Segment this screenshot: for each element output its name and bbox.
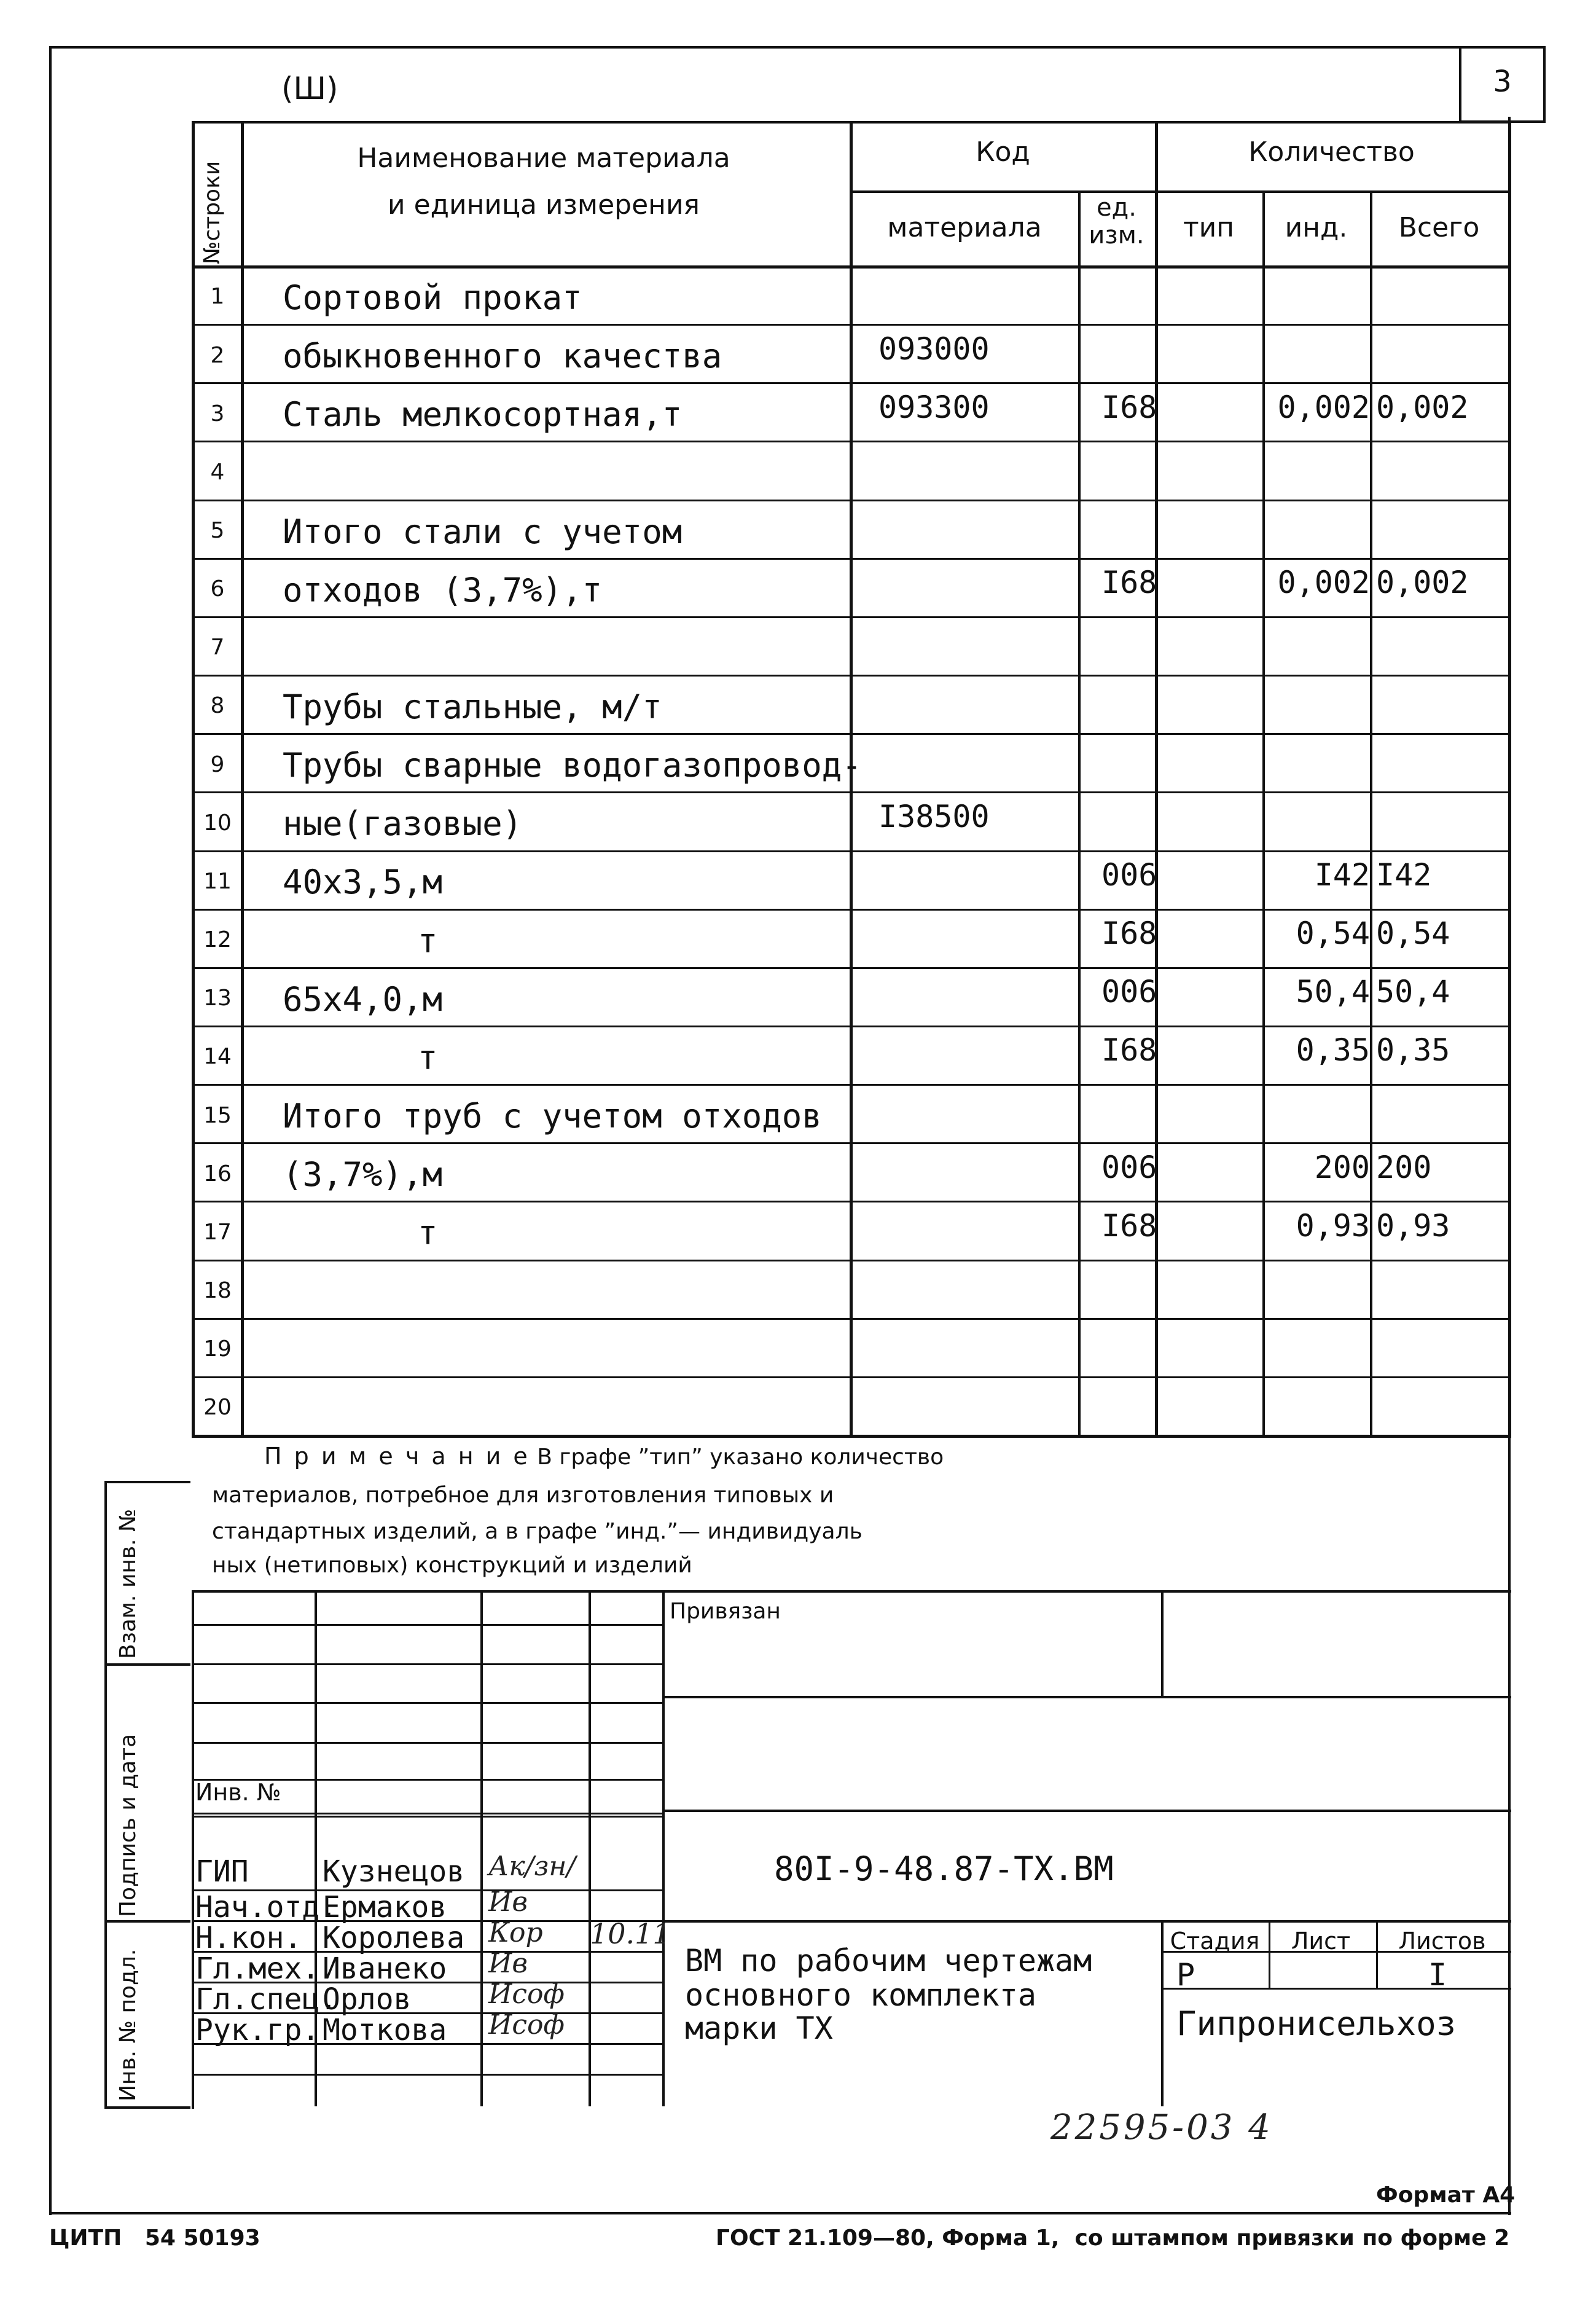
row-number: 16	[203, 1161, 232, 1186]
side-label-vzam: Взам. инв. №	[115, 1508, 141, 1659]
stage-value: Р	[1176, 1957, 1195, 1993]
qty-ind: 0,35	[1296, 1032, 1370, 1069]
signer-name: Кузнецов	[323, 1854, 465, 1889]
stamp-privyazan-right	[1161, 1590, 1164, 1698]
stamp-main-left	[662, 1590, 665, 2106]
stamp-code-bottom	[662, 1920, 1511, 1923]
qty-ind: 50,4	[1296, 974, 1370, 1010]
stamp-stage-value-row	[1161, 1988, 1511, 1990]
signer-name: Моткова	[323, 2013, 447, 2047]
qty-total: 200	[1376, 1149, 1432, 1185]
col-code-unit-header-2: изм.	[1089, 221, 1144, 249]
qty-total: 0,54	[1376, 916, 1450, 952]
row-number: 2	[210, 342, 225, 368]
frame-bottom	[49, 2212, 1511, 2214]
side-label-inv-podl: Инв. № подл.	[115, 1948, 141, 2101]
col-name-header-line2: и единица измерения	[387, 189, 700, 221]
row-separator	[192, 909, 1508, 911]
unit-code: 006	[1101, 974, 1157, 1010]
row-number: 9	[210, 751, 225, 777]
signer-name: Орлов	[323, 1982, 412, 2017]
row-separator	[192, 1142, 1508, 1144]
col-code-header: Код	[976, 136, 1030, 168]
grid-unit-sep	[1078, 190, 1081, 1435]
material-name: Трубы стальные, м/т	[283, 687, 662, 726]
material-name: (3,7%),м	[283, 1155, 443, 1194]
unit-code: I68	[1101, 1207, 1157, 1244]
row-number: 12	[203, 927, 232, 953]
stamp-row	[192, 1813, 662, 1814]
row-separator	[192, 1318, 1508, 1320]
row-number: 5	[210, 518, 225, 544]
row-number: 8	[210, 693, 225, 719]
grid-right	[1508, 121, 1511, 1438]
note-line3: стандартных изделий, а в графе ”инд.”— индивидуаль	[212, 1519, 863, 1544]
unit-code: I68	[1101, 565, 1157, 601]
signature: Ив	[488, 1886, 528, 1918]
unit-code: I68	[1101, 389, 1157, 425]
signer-role: Н.кон.	[195, 1921, 302, 1955]
side-label-podpis: Подпись и дата	[115, 1733, 141, 1917]
material-name: Сталь мелкосортная,т	[283, 395, 683, 434]
row-separator	[192, 1260, 1508, 1261]
inv-no-label: Инв. №	[195, 1779, 281, 1806]
qty-total: 0,93	[1376, 1207, 1450, 1244]
row-separator	[192, 616, 1508, 618]
signer-role: Рук.гр.	[195, 2013, 320, 2047]
material-name: Итого труб с учетом отходов	[283, 1097, 822, 1136]
qty-ind: 0,002	[1277, 565, 1370, 601]
note-line2: материалов, потребное для изготовления типовых и	[212, 1483, 834, 1508]
grid-top	[192, 121, 1511, 124]
material-name: Итого стали с учетом	[283, 512, 683, 551]
signer-role: Нач.отд.	[195, 1890, 338, 1924]
qty-ind: 200	[1314, 1149, 1370, 1185]
col-qty-ind-header: инд.	[1285, 212, 1348, 243]
row-separator	[192, 1376, 1508, 1378]
unit-code: I68	[1101, 1032, 1157, 1069]
row-separator	[192, 733, 1508, 735]
qty-ind: 0,93	[1296, 1207, 1370, 1244]
frame-left	[49, 46, 52, 2215]
qty-total: I42	[1376, 857, 1432, 893]
handwritten-number: 22595-03 4	[1050, 2108, 1273, 2147]
stamp-left	[192, 1590, 194, 2109]
signature: Кор	[488, 1917, 543, 1948]
material-name: т	[418, 1038, 438, 1077]
qty-ind: I42	[1314, 857, 1370, 893]
organization: Гипронисельхоз	[1176, 2004, 1457, 2043]
material-name: т	[418, 921, 438, 960]
row-separator	[192, 441, 1508, 442]
unit-code: 006	[1101, 857, 1157, 893]
sheet-label: Лист	[1291, 1928, 1351, 1955]
unit-code: I68	[1101, 916, 1157, 952]
sheets-label: Листов	[1398, 1928, 1486, 1955]
row-separator	[192, 382, 1508, 384]
frame-top	[49, 46, 1546, 49]
signer-name: Ермаков	[323, 1890, 447, 1924]
signer-name: Иванеко	[323, 1951, 447, 1986]
col-rownum-header: №строки	[200, 160, 225, 264]
row-separator	[192, 967, 1508, 969]
signer-name: Королева	[323, 1921, 465, 1955]
doc-title-line3: марки ТХ	[685, 2010, 833, 2046]
signature: Исоф	[488, 2009, 565, 2041]
qty-total: 0,35	[1376, 1032, 1450, 1069]
row-number: 13	[203, 986, 232, 1011]
row-separator	[192, 791, 1508, 793]
date-mark: 10.11	[590, 1917, 671, 1950]
sheet-number: 3	[1493, 65, 1512, 99]
col-qty-total-header: Всего	[1398, 212, 1480, 243]
signer-role: Гл.мех.	[195, 1951, 320, 1986]
stamp-row	[192, 1624, 662, 1626]
format-label: Формат А4	[1376, 2183, 1516, 2208]
qty-ind: 0,002	[1277, 389, 1370, 425]
row-number: 14	[203, 1044, 232, 1070]
doc-title-line2: основного комплекта	[685, 1977, 1036, 2013]
material-code: 093000	[878, 331, 990, 367]
privyazan-label: Привязан	[670, 1599, 781, 1624]
row-separator	[192, 675, 1508, 677]
row-separator	[192, 1026, 1508, 1027]
material-name: Сортовой прокат	[283, 278, 582, 317]
doc-title-line1: ВМ по рабочим чертежам	[685, 1943, 1092, 1979]
stage-label: Стадия	[1170, 1928, 1260, 1955]
col-qty-header: Количество	[1248, 136, 1415, 168]
row-number: 20	[203, 1395, 232, 1421]
col-name-header-line1: Наименование материала	[357, 143, 730, 174]
footer-left: ЦИТП 54 50193	[49, 2226, 260, 2251]
col-code-material-header: материала	[887, 212, 1042, 243]
doc-code: 80I-9-48.87-ТХ.ВМ	[774, 1849, 1114, 1888]
row-separator	[192, 324, 1508, 326]
material-code: I38500	[878, 798, 990, 834]
material-name: Трубы сварные водогазопровод-	[283, 746, 862, 785]
signature: Ив	[488, 1948, 528, 1979]
row-separator	[192, 850, 1508, 852]
qty-total: 50,4	[1376, 974, 1450, 1010]
material-name: 40х3,5,м	[283, 863, 443, 902]
qty-total: 0,002	[1376, 389, 1469, 425]
note-line1: В графе ”тип” указано количество	[537, 1445, 944, 1470]
qty-ind: 0,54	[1296, 916, 1370, 952]
unit-code: 006	[1101, 1149, 1157, 1185]
note-line4: ных (нетиповых) конструкций и изделий	[212, 1553, 692, 1578]
row-number: 7	[210, 635, 225, 661]
note-label: П р и м е ч а н и е	[264, 1443, 530, 1470]
frame-right-top	[1543, 46, 1546, 123]
footer-right: ГОСТ 21.109—80, Форма 1, со штампом привязки по форме 2	[716, 2226, 1510, 2251]
col-code-unit-header-1: ед.	[1097, 194, 1136, 222]
row-separator	[192, 1084, 1508, 1086]
material-name: отходов (3,7%),т	[283, 570, 603, 610]
grid-total-sep	[1370, 190, 1372, 1435]
qty-total: 0,002	[1376, 565, 1469, 601]
grid-header-bottom	[192, 265, 1511, 269]
signer-role: ГИП	[195, 1854, 249, 1889]
grid-ind-sep	[1262, 190, 1265, 1435]
row-separator	[192, 500, 1508, 501]
signature: Ак/зн/	[488, 1851, 576, 1882]
row-separator	[192, 558, 1508, 560]
material-name: ные(газовые)	[283, 804, 523, 844]
grid-header-mid	[850, 190, 1508, 193]
grid-body-bottom	[192, 1435, 1511, 1438]
row-number: 15	[203, 1102, 232, 1128]
note-bottom	[192, 1590, 1511, 1593]
stamp-row	[192, 1663, 662, 1665]
stamp-privyazan-bottom	[662, 1696, 1511, 1698]
stamp-row	[192, 1816, 662, 1818]
page-roman: (Ш)	[281, 71, 338, 106]
row-number: 4	[210, 459, 225, 485]
sheets-value: I	[1428, 1957, 1447, 1993]
stamp-col	[589, 1590, 591, 2106]
row-number: 19	[203, 1336, 232, 1362]
row-number: 1	[210, 284, 225, 310]
stamp-row	[192, 1742, 662, 1744]
signer-role: Гл.спец.	[195, 1982, 338, 2017]
material-name: обыкновенного качества	[283, 337, 722, 376]
stamp-code-top	[662, 1810, 1511, 1812]
material-name: т	[418, 1214, 438, 1253]
row-number: 3	[210, 401, 225, 426]
stamp-sign-row	[192, 2074, 662, 2076]
row-number: 11	[203, 868, 232, 894]
material-name: 65х4,0,м	[283, 979, 443, 1019]
row-number: 6	[210, 576, 225, 602]
col-qty-type-header: тип	[1183, 212, 1234, 243]
row-number: 18	[203, 1277, 232, 1303]
stamp-row	[192, 1702, 662, 1704]
row-separator	[192, 1201, 1508, 1202]
stamp-right-block-left	[1161, 1920, 1164, 2106]
material-code: 093300	[878, 389, 990, 425]
row-number: 17	[203, 1219, 232, 1245]
signature: Исоф	[488, 1979, 565, 2010]
row-number: 10	[203, 810, 232, 836]
stamp-col	[480, 1590, 483, 2106]
